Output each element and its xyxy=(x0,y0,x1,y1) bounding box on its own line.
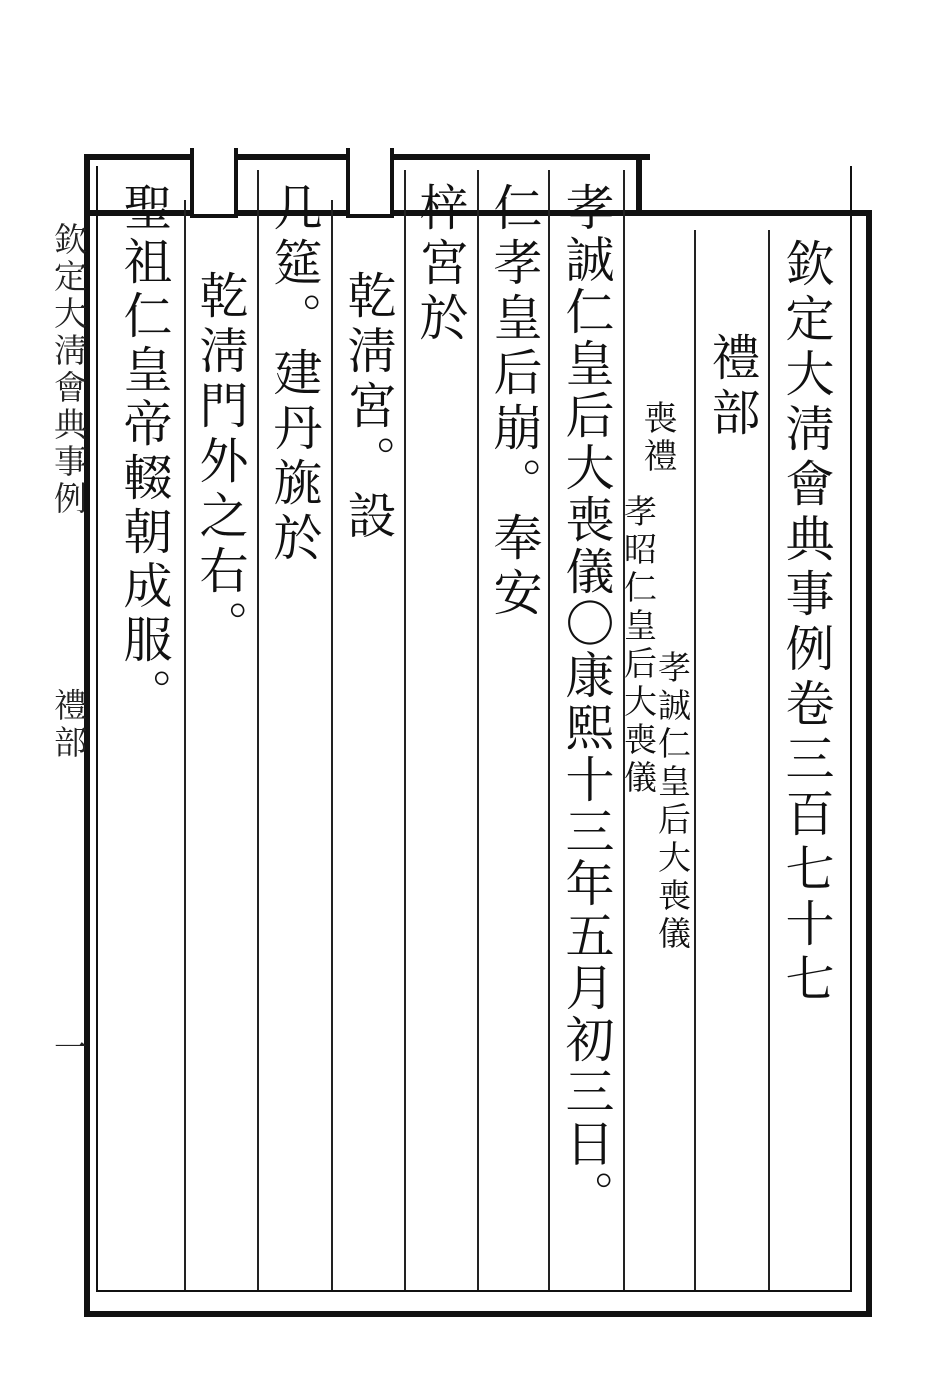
subsection-heading: 喪禮 xyxy=(637,400,677,476)
subheading-left: 孝昭仁皇后大喪儀 xyxy=(619,494,658,798)
section-heading: 禮部 xyxy=(704,332,761,442)
text-column: 仁孝皇后崩。奉安 xyxy=(486,182,543,622)
subheading-right: 孝誠仁皇后大喪儀 xyxy=(653,650,692,954)
column-rule xyxy=(548,170,550,1290)
text-column: 聖祖仁皇帝輟朝成服。 xyxy=(116,182,173,722)
text-column: 孝誠仁皇后大喪儀〇康熙十三年五月初三日。 xyxy=(558,182,615,1222)
column-rule xyxy=(768,230,770,1290)
column-rule xyxy=(694,230,696,1290)
margin-title: 欽定大淸會典事例 xyxy=(49,222,88,518)
column-rule xyxy=(477,170,479,1290)
column-rule xyxy=(404,170,406,1290)
text-column: 几筵。建丹旐於 xyxy=(266,182,323,567)
page-title: 欽定大淸會典事例卷三百七十七 xyxy=(778,238,835,1008)
margin-page-number: 一 xyxy=(49,1030,88,1067)
text-column: 乾淸門外之右。 xyxy=(192,270,249,655)
margin-volume: 禮部 xyxy=(49,688,88,762)
column-rule xyxy=(184,200,186,1290)
column-rule xyxy=(257,170,259,1290)
text-column: 乾淸宮。設 xyxy=(340,270,397,545)
column-rule xyxy=(331,200,333,1290)
text-column: 梓宮於 xyxy=(412,182,469,347)
